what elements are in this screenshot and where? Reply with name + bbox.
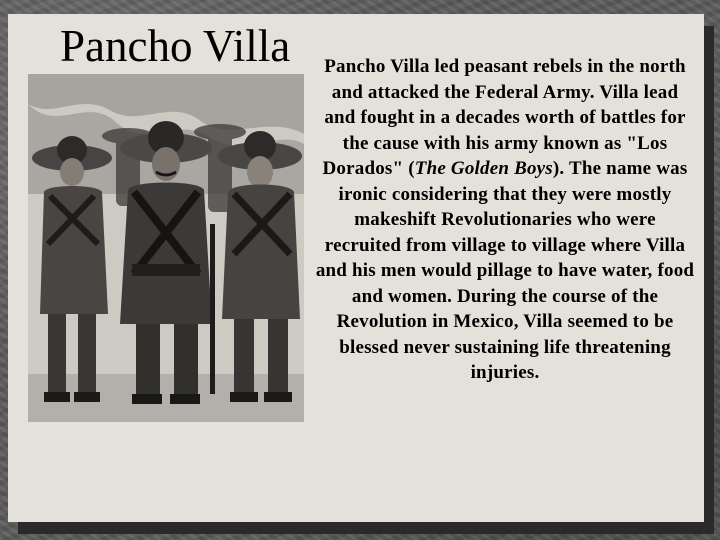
body-text-emphasis: The Golden Boys (414, 158, 553, 179)
body-text-part-1: Pancho Villa led peasant rebels in the north and attacked the Federal Army. Villa lead and fought in a decades worth of battles for the cause with his army known as "Los Dorados" ( (322, 56, 686, 179)
historical-photo (28, 74, 304, 422)
body-text (314, 54, 696, 386)
slide-title: Pancho Villa (60, 21, 291, 71)
body-text-part-2: ). The name was ironic considering that they were mostly makeshift Revolutionaries who were recruited from village to village where Villa and his men would pillage to have water, food and women. During the course of the Revolution in Mexico, Villa seemed to be blessed never sustaining life threatening injuries. (315, 158, 695, 383)
